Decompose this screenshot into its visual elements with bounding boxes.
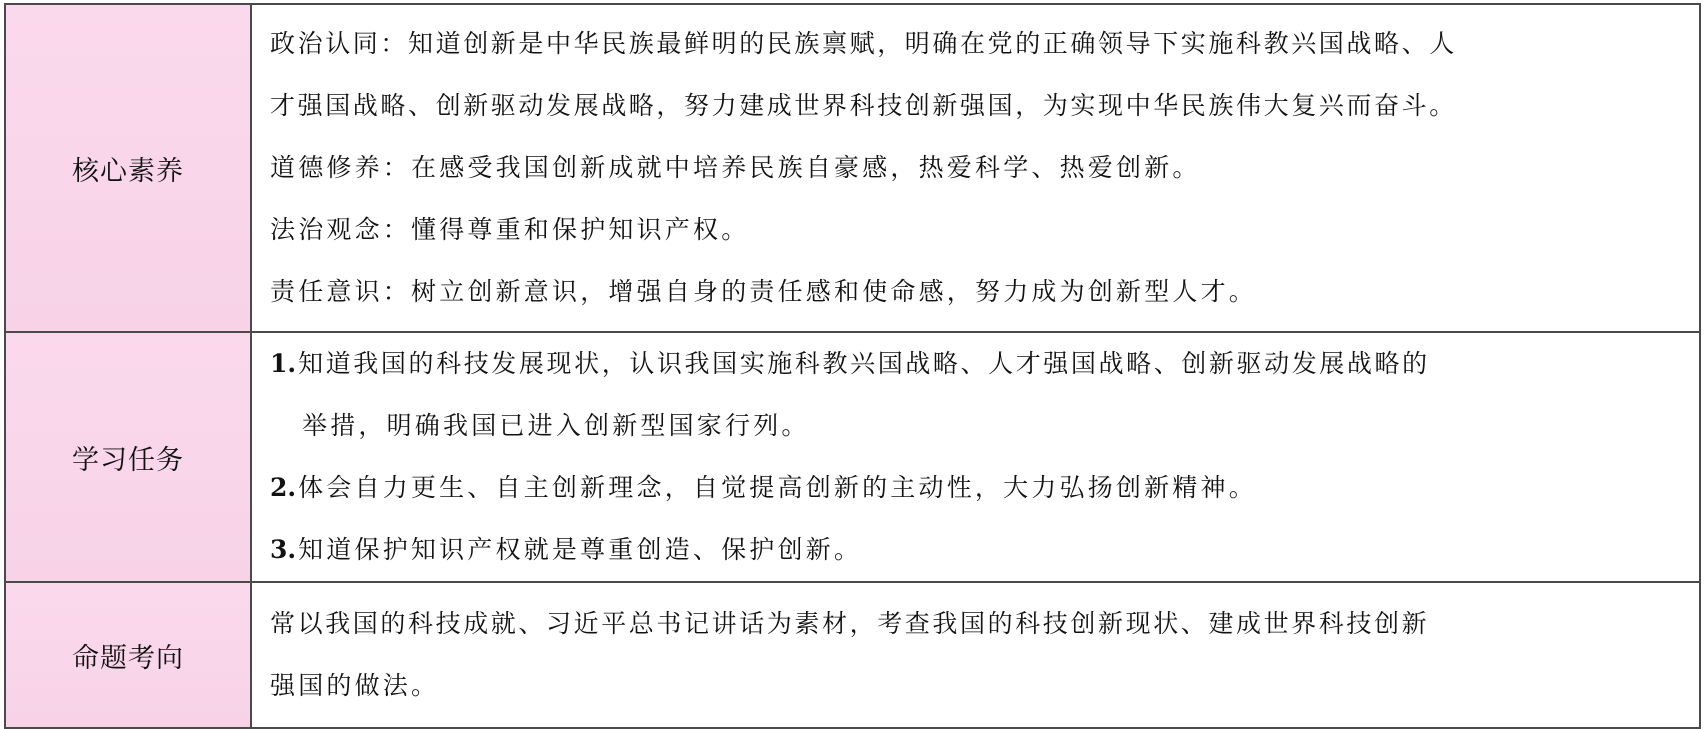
exam-direction-line: 常以我国的科技成就、习近平总书记讲话为素材，考查我国的科技创新现状、建成世界科技创新 — [270, 609, 1430, 638]
task-item-1-continuation: 举措，明确我国已进入创新型国家行列。 — [302, 411, 810, 440]
row-label-exam-direction: 命题考向 — [5, 582, 251, 728]
core-literacy-line: 政治认同：知道创新是中华民族最鲜明的民族禀赋，明确在党的正确领导下实施科教兴国战略、人 — [270, 29, 1457, 58]
table-row-learning-tasks — [5, 332, 1700, 582]
task-number: 1. — [270, 349, 297, 378]
task-item-3 — [270, 519, 1699, 581]
exam-direction-line: 强国的做法。 — [270, 671, 440, 700]
row-label-core-literacy: 核心素养 — [5, 4, 251, 332]
core-literacy-content — [251, 4, 1700, 332]
exam-direction-content — [251, 582, 1700, 728]
task-item-1 — [270, 333, 1699, 395]
learning-tasks-content — [251, 332, 1700, 582]
task-text: 体会自力更生、自主创新理念，自觉提高创新的主动性，大力弘扬创新精神。 — [298, 473, 1257, 502]
task-number: 2. — [270, 473, 297, 502]
task-text: 知道我国的科技发展现状，认识我国实施科教兴国战略、人才强国战略、创新驱动发展战略的 — [298, 349, 1430, 378]
table-row-core-literacy — [5, 4, 1700, 332]
task-item-2 — [270, 457, 1699, 519]
syllabus-table — [4, 3, 1701, 729]
core-literacy-line: 才强国战略、创新驱动发展战略，努力建成世界科技创新强国，为实现中华民族伟大复兴而奋斗。 — [270, 91, 1457, 120]
core-literacy-line: 责任意识：树立创新意识，增强自身的责任感和使命感，努力成为创新型人才。 — [270, 277, 1258, 306]
task-number: 3. — [270, 535, 297, 564]
core-literacy-line: 法治观念：懂得尊重和保护知识产权。 — [270, 215, 750, 244]
row-label-learning-tasks: 学习任务 — [5, 332, 251, 582]
core-literacy-line: 道德修养：在感受我国创新成就中培养民族自豪感，热爱科学、热爱创新。 — [270, 153, 1201, 182]
table-row-exam-direction — [5, 582, 1700, 728]
task-text: 知道保护知识产权就是尊重创造、保护创新。 — [298, 535, 863, 564]
